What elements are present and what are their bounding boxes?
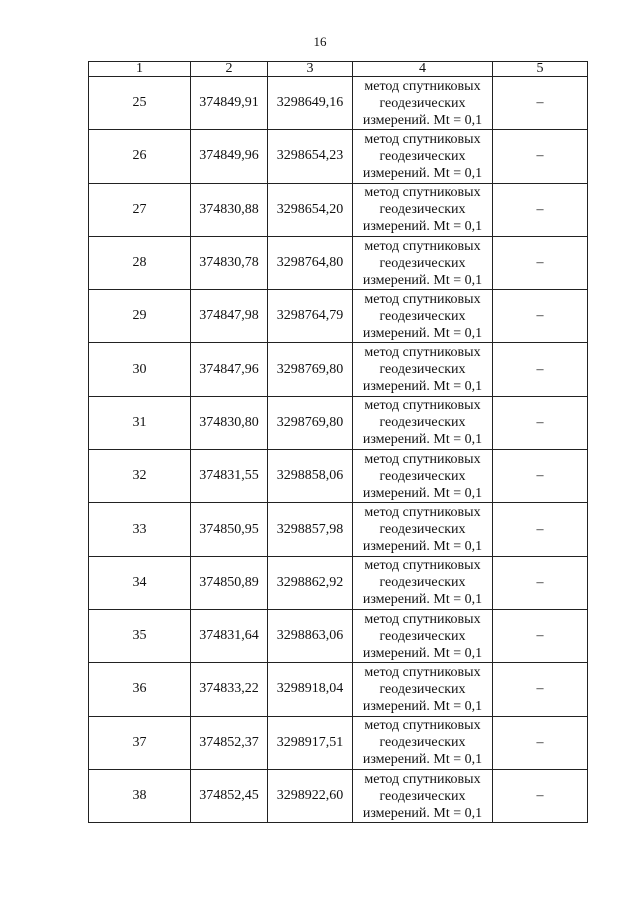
method-text-line: геодезических <box>379 788 466 804</box>
x-coordinate-cell: 374833,22 <box>191 663 268 716</box>
table-row <box>89 609 588 662</box>
method-text-line: метод спутниковых <box>364 185 481 201</box>
method-text-line: метод спутниковых <box>364 345 481 361</box>
x-coordinate-cell: 374850,95 <box>191 503 268 556</box>
method-text-line: метод спутниковых <box>364 771 481 787</box>
table-row <box>89 290 588 343</box>
method-cell <box>353 769 493 822</box>
column-header-1: 1 <box>89 62 191 77</box>
table-row <box>89 77 588 130</box>
point-number-cell: 28 <box>89 236 191 289</box>
point-number-cell: 29 <box>89 290 191 343</box>
x-coordinate-cell: 374850,89 <box>191 556 268 609</box>
y-coordinate-cell: 3298764,80 <box>268 236 353 289</box>
table-body <box>89 77 588 823</box>
method-cell <box>353 290 493 343</box>
method-text-line: геодезических <box>379 522 466 538</box>
point-number-cell: 31 <box>89 396 191 449</box>
method-text-line: метод спутниковых <box>364 131 481 147</box>
method-text-line: геодезических <box>379 575 466 591</box>
note-cell: – <box>493 716 588 769</box>
method-text-line: измерений. Mt = 0,1 <box>362 272 483 288</box>
method-text-line: метод спутниковых <box>364 291 481 307</box>
y-coordinate-cell: 3298863,06 <box>268 609 353 662</box>
method-cell <box>353 183 493 236</box>
method-text-line: геодезических <box>379 308 466 324</box>
method-text-line: метод спутниковых <box>364 558 481 574</box>
x-coordinate-cell: 374849,96 <box>191 130 268 183</box>
note-cell: – <box>493 663 588 716</box>
method-text-line: геодезических <box>379 202 466 218</box>
x-coordinate-cell: 374830,78 <box>191 236 268 289</box>
note-cell: – <box>493 183 588 236</box>
column-header-2: 2 <box>191 62 268 77</box>
method-cell <box>353 77 493 130</box>
y-coordinate-cell: 3298922,60 <box>268 769 353 822</box>
point-number-cell: 34 <box>89 556 191 609</box>
x-coordinate-cell: 374852,45 <box>191 769 268 822</box>
method-cell <box>353 396 493 449</box>
method-text-line: метод спутниковых <box>364 451 481 467</box>
y-coordinate-cell: 3298769,80 <box>268 343 353 396</box>
y-coordinate-cell: 3298857,98 <box>268 503 353 556</box>
method-text-line: геодезических <box>379 735 466 751</box>
method-text-line: геодезических <box>379 415 466 431</box>
note-cell: – <box>493 609 588 662</box>
method-cell <box>353 503 493 556</box>
y-coordinate-cell: 3298654,23 <box>268 130 353 183</box>
point-number-cell: 30 <box>89 343 191 396</box>
method-text-line: измерений. Mt = 0,1 <box>362 219 483 235</box>
method-cell <box>353 556 493 609</box>
table-header <box>89 62 588 77</box>
note-cell: – <box>493 343 588 396</box>
method-cell <box>353 450 493 503</box>
point-number-cell: 33 <box>89 503 191 556</box>
point-number-cell: 25 <box>89 77 191 130</box>
point-number-cell: 37 <box>89 716 191 769</box>
method-text-line: геодезических <box>379 95 466 111</box>
table-row <box>89 396 588 449</box>
x-coordinate-cell: 374830,80 <box>191 396 268 449</box>
method-cell <box>353 716 493 769</box>
method-text-line: геодезических <box>379 628 466 644</box>
table-row <box>89 716 588 769</box>
y-coordinate-cell: 3298654,20 <box>268 183 353 236</box>
method-cell <box>353 236 493 289</box>
point-number-cell: 32 <box>89 450 191 503</box>
method-text-line: измерений. Mt = 0,1 <box>362 592 483 608</box>
note-cell: – <box>493 769 588 822</box>
method-text-line: измерений. Mt = 0,1 <box>362 539 483 555</box>
method-text-line: геодезических <box>379 681 466 697</box>
table-row <box>89 450 588 503</box>
method-cell <box>353 609 493 662</box>
method-text-line: геодезических <box>379 255 466 271</box>
x-coordinate-cell: 374847,96 <box>191 343 268 396</box>
x-coordinate-cell: 374830,88 <box>191 183 268 236</box>
y-coordinate-cell: 3298862,92 <box>268 556 353 609</box>
note-cell: – <box>493 503 588 556</box>
note-cell: – <box>493 236 588 289</box>
method-text-line: метод спутниковых <box>364 664 481 680</box>
table-row <box>89 769 588 822</box>
point-number-cell: 26 <box>89 130 191 183</box>
page-number: 16 <box>313 34 327 49</box>
point-number-cell: 38 <box>89 769 191 822</box>
x-coordinate-cell: 374849,91 <box>191 77 268 130</box>
x-coordinate-cell: 374831,55 <box>191 450 268 503</box>
method-cell <box>353 130 493 183</box>
method-text-line: метод спутниковых <box>364 238 481 254</box>
method-text-line: метод спутниковых <box>364 611 481 627</box>
table-row <box>89 343 588 396</box>
method-text-line: измерений. Mt = 0,1 <box>362 112 483 128</box>
note-cell: – <box>493 396 588 449</box>
y-coordinate-cell: 3298918,04 <box>268 663 353 716</box>
coordinates-table <box>88 61 588 823</box>
x-coordinate-cell: 374831,64 <box>191 609 268 662</box>
method-text-line: измерений. Mt = 0,1 <box>362 379 483 395</box>
method-text-line: геодезических <box>379 148 466 164</box>
header-row <box>89 62 588 77</box>
note-cell: – <box>493 290 588 343</box>
method-text-line: метод спутниковых <box>364 505 481 521</box>
method-cell <box>353 663 493 716</box>
method-text-line: геодезических <box>379 362 466 378</box>
table-row <box>89 130 588 183</box>
method-text-line: метод спутниковых <box>364 78 481 94</box>
point-number-cell: 36 <box>89 663 191 716</box>
method-text-line: измерений. Mt = 0,1 <box>362 645 483 661</box>
table-row <box>89 663 588 716</box>
x-coordinate-cell: 374847,98 <box>191 290 268 343</box>
note-cell: – <box>493 556 588 609</box>
method-text-line: измерений. Mt = 0,1 <box>362 165 483 181</box>
table-row <box>89 503 588 556</box>
table-row <box>89 183 588 236</box>
note-cell: – <box>493 450 588 503</box>
y-coordinate-cell: 3298858,06 <box>268 450 353 503</box>
y-coordinate-cell: 3298764,79 <box>268 290 353 343</box>
method-text-line: метод спутниковых <box>364 718 481 734</box>
column-header-3: 3 <box>268 62 353 77</box>
y-coordinate-cell: 3298917,51 <box>268 716 353 769</box>
x-coordinate-cell: 374852,37 <box>191 716 268 769</box>
method-cell <box>353 343 493 396</box>
method-text-line: измерений. Mt = 0,1 <box>362 805 483 821</box>
method-text-line: измерений. Mt = 0,1 <box>362 698 483 714</box>
method-text-line: измерений. Mt = 0,1 <box>362 752 483 768</box>
method-text-line: измерений. Mt = 0,1 <box>362 432 483 448</box>
table-row <box>89 556 588 609</box>
method-text-line: метод спутниковых <box>364 398 481 414</box>
method-text-line: измерений. Mt = 0,1 <box>362 485 483 501</box>
y-coordinate-cell: 3298649,16 <box>268 77 353 130</box>
column-header-4: 4 <box>353 62 493 77</box>
note-cell: – <box>493 77 588 130</box>
method-text-line: геодезических <box>379 468 466 484</box>
point-number-cell: 27 <box>89 183 191 236</box>
table-row <box>89 236 588 289</box>
point-number-cell: 35 <box>89 609 191 662</box>
column-header-5: 5 <box>493 62 588 77</box>
method-text-line: измерений. Mt = 0,1 <box>362 325 483 341</box>
y-coordinate-cell: 3298769,80 <box>268 396 353 449</box>
note-cell: – <box>493 130 588 183</box>
